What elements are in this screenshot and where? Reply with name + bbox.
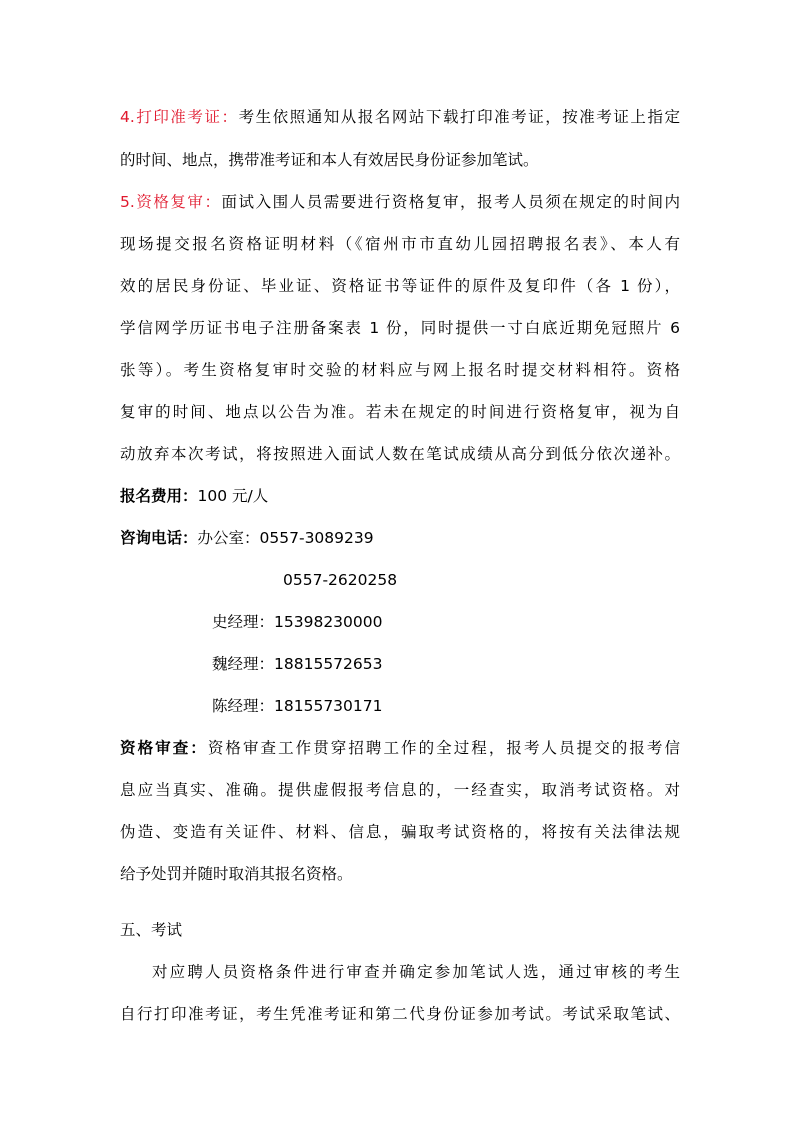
item4-line-2: 的时间、地点，携带准考证和本人有效居民身份证参加笔试。 <box>120 151 539 169</box>
item5-line-1 <box>120 192 680 212</box>
fee-value: 100 元/人 <box>197 487 269 505</box>
item4-text-1: 考生依照通知从报名网站下载打印准考证，按准考证上指定 <box>238 108 680 126</box>
item4-line-1 <box>120 107 680 127</box>
fee-line <box>120 486 680 506</box>
wei-phone: 18815572653 <box>274 655 383 673</box>
fee-label: 报名费用： <box>120 487 198 505</box>
review-label: 资格审查： <box>120 739 208 757</box>
review-line-2: 息应当真实、准确。提供虚假报考信息的，一经查实，取消考试资格。对 <box>120 781 680 799</box>
review-line-4: 给予处罚并随时取消其报名资格。 <box>120 865 353 883</box>
contact-label: 咨询电话： <box>120 529 198 547</box>
section5-heading: 五、考试 <box>120 921 183 939</box>
item5-line-5: 张等）。考生资格复审时交验的材料应与网上报名时提交材料相符。资格 <box>120 361 680 379</box>
section5-para-line-1: 对应聘人员资格条件进行审查并确定参加笔试人选，通过审核的考生 <box>152 963 680 981</box>
chen-phone: 18155730171 <box>274 697 383 715</box>
item5-line-4: 学信网学历证书电子注册备案表 1 份，同时提供一寸白底近期免冠照片 6 <box>120 319 680 337</box>
office-phone-1: 0557-3089239 <box>259 529 374 547</box>
contact-line-shi <box>212 612 383 632</box>
section5-para-line-2: 自行打印准考证，考生凭准考证和第二代身份证参加考试。考试采取笔试、 <box>120 1005 680 1023</box>
item5-line-7: 动放弃本次考试，将按照进入面试人数在笔试成绩从高分到低分依次递补。 <box>120 445 680 463</box>
contact-line-office <box>120 528 680 548</box>
contact-line-wei <box>212 654 383 674</box>
wei-label: 魏经理： <box>212 655 275 673</box>
shi-label: 史经理： <box>212 613 275 631</box>
item5-text-1: 面试入围人员需要进行资格复审，报考人员须在规定的时间内 <box>221 193 680 211</box>
office-label: 办公室： <box>197 529 260 547</box>
review-line-3: 伪造、变造有关证件、材料、信息，骗取考试资格的，将按有关法律法规 <box>120 823 680 841</box>
item5-line-2: 现场提交报名资格证明材料（《宿州市市直幼儿园招聘报名表》、本人有 <box>120 235 680 253</box>
office-phone-2: 0557-2620258 <box>283 571 398 589</box>
item5-line-6: 复审的时间、地点以公告为准。若未在规定的时间进行资格复审，视为自 <box>120 403 680 421</box>
item5-line-3: 效的居民身份证、毕业证、资格证书等证件的原件及复印件（各 1 份）， <box>120 277 680 295</box>
item4-label: 4.打印准考证： <box>120 108 239 126</box>
review-line-1 <box>120 738 680 758</box>
chen-label: 陈经理： <box>212 697 275 715</box>
review-text-1: 资格审查工作贯穿招聘工作的全过程，报考人员提交的报考信 <box>207 739 680 757</box>
shi-phone: 15398230000 <box>274 613 383 631</box>
item5-label: 5.资格复审： <box>120 193 222 211</box>
contact-line-chen <box>212 696 383 716</box>
